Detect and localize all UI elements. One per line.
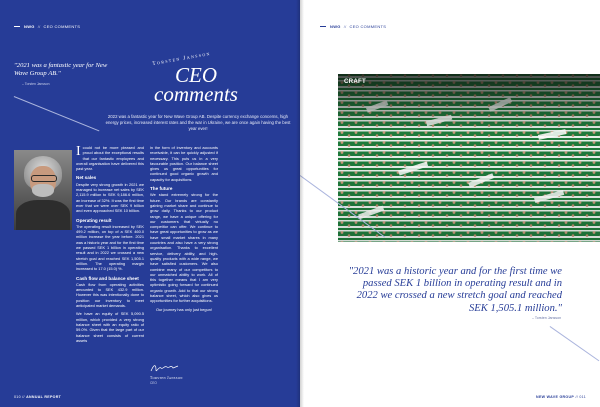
left-header <box>14 24 80 29</box>
large-quote-attribution: – Torsten Jansson <box>532 316 562 320</box>
small-pull-quote: "2021 was a fantastic year for New Wave Group AB." <box>14 62 108 77</box>
lead-paragraph <box>76 145 144 171</box>
header-section: CEO COMMENTS <box>349 24 387 29</box>
heading-net-sales: Net sales <box>76 175 97 181</box>
header-separator: // <box>37 24 41 29</box>
portrait-glasses <box>31 175 57 182</box>
footer-separator: // <box>575 395 579 399</box>
signature-title: CEO <box>150 381 157 385</box>
page-title <box>148 63 244 106</box>
paragraph-future: We stand extremely strong for the future. Our brands are constantly gaining market share and continue to grow daily. Thanks to our product range, we have a unique offering for our customers that virtually no competitor can offer. We continue to have great opportunities to grow as we have small market shares in many countries and also have a very strong organisation. Thanks to excellent service, delivery ability, and high-quality products with a wide range, we have satisfied customers. We also combine many of our competitors to our unmatched ability to work. All of this together means that I am very optimistic going forward for continued organic growth. Add to that our strong balance sheet, which also gives us opportunities for further acquisitions. <box>150 192 218 304</box>
paragraph-balance: We have an equity of SEK 5,090.5 million, which provided a very strong balance sheet with an equity ratio of 59.0%. Given that the large part of our balance sheet consists of current assets <box>76 311 144 343</box>
left-footer <box>14 395 61 399</box>
right-page <box>300 0 600 407</box>
portrait-shirt <box>16 200 70 230</box>
ceo-portrait <box>14 150 72 230</box>
paragraph-net-sales: Despite very strong growth in 2021 we managed to increase net sales by SEK 2,115.9 million to SEK 9,186.6 million, an increase of 32%. It was the first time ever that we were over SEK 9 billion and even approached SEK 10 billion. <box>76 181 144 214</box>
header-separator: // <box>343 24 347 29</box>
header-section: CEO COMMENTS <box>43 24 81 29</box>
footer-page-number: 011 <box>579 395 586 399</box>
footer-label: ANNUAL REPORT <box>26 395 62 399</box>
footer-separator: // <box>22 395 25 399</box>
footer-label: NEW WAVE GROUP <box>536 395 575 399</box>
title-line-2: comments <box>154 82 238 106</box>
portrait-beard <box>32 184 54 197</box>
intro-paragraph: 2022 was a fantastic year for New Wave Group AB. Despite currency exchange concerns, high energy prices, increased interest rates and the war in Ukraine, we are once again having the best year ever! <box>105 114 291 132</box>
heading-future: The future <box>150 186 173 192</box>
signature-name: Torsten Jansson <box>150 376 183 380</box>
right-footer <box>536 395 586 399</box>
paragraph-operating-result: The operating result increased by SEK 499.2 million, on top of a SEK 460.0 million increase the year before. 2021 was a historic year and for the first time we passed SEK 1 billion in operating result and in 2022 we crossed a new stretch goal and reached SEK 1,505.1 million. The operating margin increased to 17.0 (15.0) %. <box>76 223 144 272</box>
closing-line: Our journey has only just begun! <box>155 306 212 312</box>
header-dash <box>14 26 20 27</box>
decorative-line <box>550 326 599 361</box>
decorative-line <box>14 96 100 131</box>
text-column-1 <box>76 145 144 346</box>
header-brand: NWG <box>24 24 35 29</box>
heading-cash-flow: Cash flow and balance sheet <box>76 275 139 281</box>
drop-cap: I <box>76 144 81 159</box>
title-line-1: CEO <box>175 63 217 87</box>
header-brand: NWG <box>330 24 341 29</box>
paragraph-cash-flow: Cash flow from operating activities amounted to SEK 432.9 million. However this was intentionally done to position our inventory to meet anticipated market demands. <box>76 281 144 309</box>
stadium-crowd-photo <box>338 74 600 242</box>
header-dash <box>320 26 326 27</box>
handwritten-signature <box>150 362 180 374</box>
large-pull-quote: "2021 was a historic year and for the first time we passed SEK 1 billion in operating result and in 2022 we crossed a new stretch goal and reached SEK 1,505.1 million." <box>348 266 562 314</box>
paragraph-continued: in the form of inventory and accounts receivable, it can be quickly adjusted if necessary. This puts us in a very favourable position. Our balance sheet gives us great opportunities for continued good organic growth and capacity for acquisitions. <box>150 145 218 182</box>
small-quote-attribution: – Torsten Jansson <box>22 82 50 86</box>
lead-text: could not be more pleased and proud about the exceptional results that our fantastic employees and overall organisation have delivered this past year. <box>76 145 144 172</box>
craft-logo: CRAFT <box>344 78 366 85</box>
footer-page-number: 010 <box>14 395 21 399</box>
text-column-2 <box>150 145 218 315</box>
author-name-arc: Torsten Jansson <box>151 50 212 68</box>
crowd-illustration <box>338 74 600 242</box>
right-header <box>320 24 386 29</box>
heading-operating-result: Operating result <box>76 217 112 223</box>
